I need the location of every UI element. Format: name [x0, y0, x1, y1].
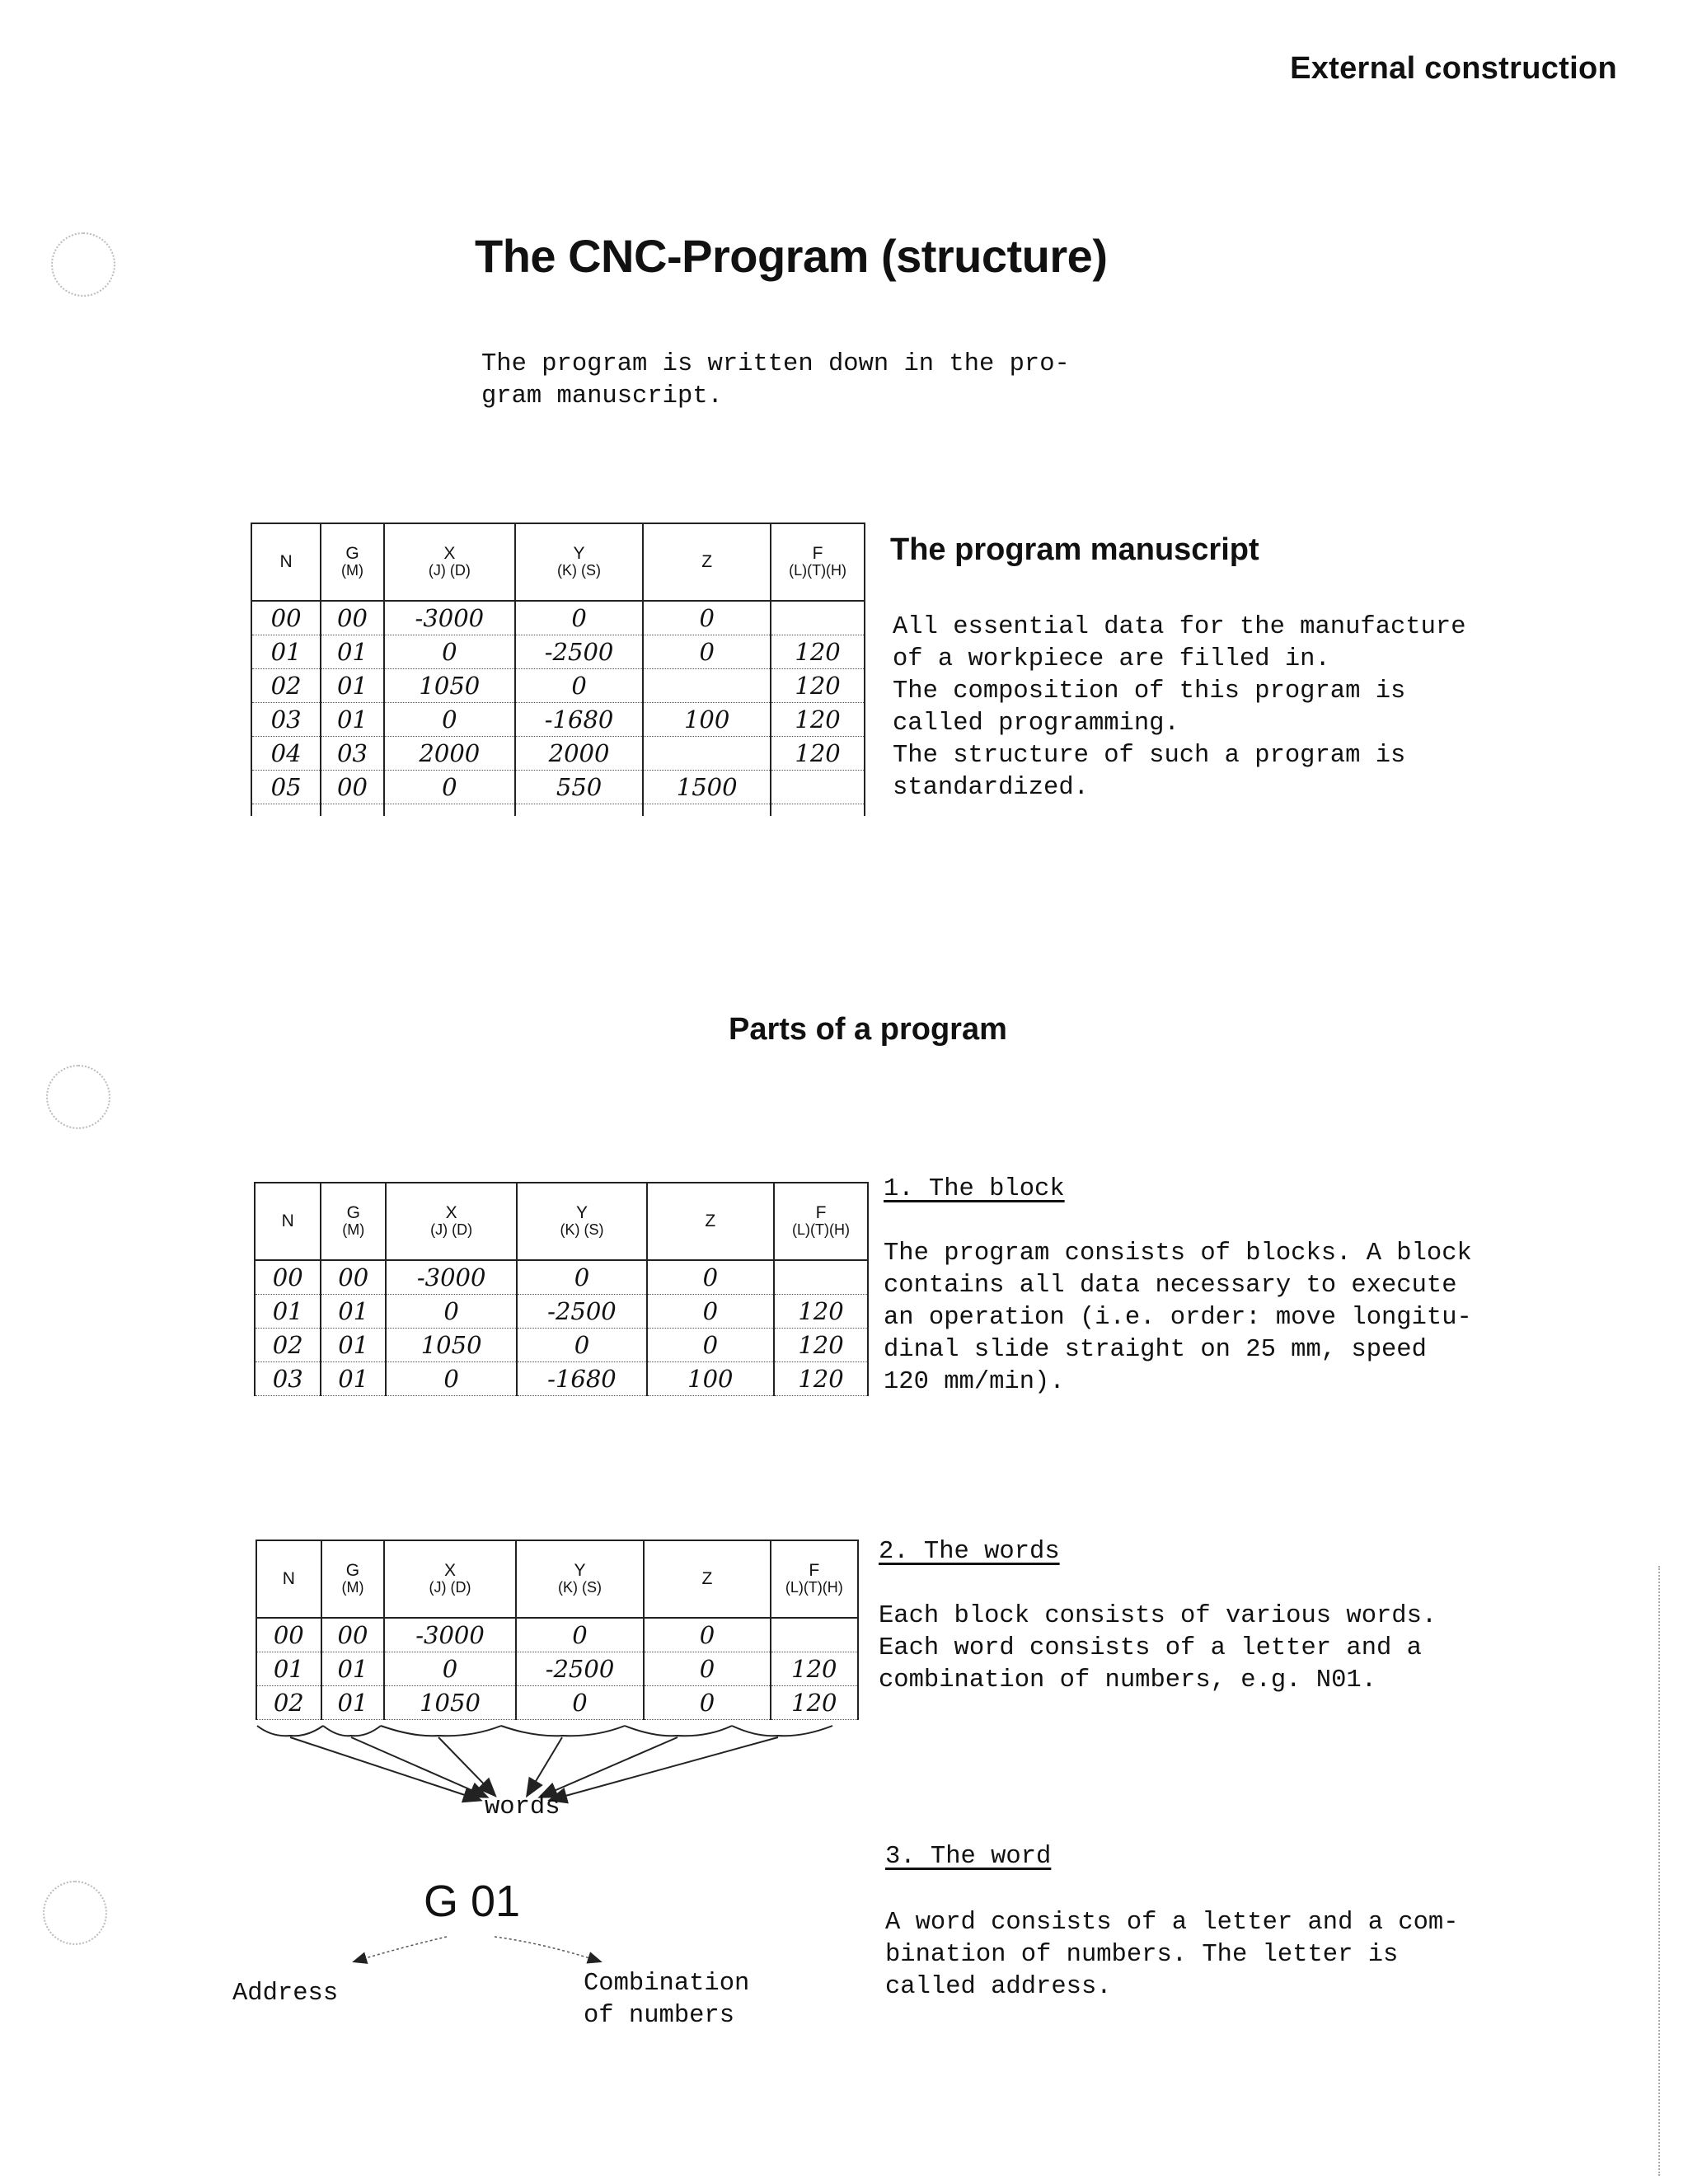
- table-row: [255, 1362, 868, 1396]
- table-cell: 1050: [386, 1329, 517, 1362]
- column-header: [644, 1540, 770, 1618]
- table-row: [255, 1329, 868, 1362]
- table-cell: 01: [321, 1329, 386, 1362]
- table-cell: 00: [256, 1618, 321, 1652]
- table-cell: -2500: [516, 1652, 645, 1686]
- table-cell: 00: [321, 1618, 385, 1652]
- table-cell: 00: [321, 771, 384, 804]
- block-table: [254, 1182, 869, 1396]
- column-sub-letters: (K) (S): [558, 1579, 602, 1596]
- table-row-open: [251, 804, 865, 817]
- table-cell: 01: [321, 1686, 385, 1720]
- table-cell: 01: [251, 635, 321, 669]
- table-cell: 120: [771, 635, 865, 669]
- column-letter: X: [445, 1203, 457, 1222]
- table-cell: [643, 669, 771, 703]
- column-sub-letters: (M): [341, 562, 363, 579]
- table-row: [255, 1295, 868, 1329]
- table-cell: 00: [321, 1260, 386, 1295]
- table-cell: 02: [255, 1329, 321, 1362]
- punch-hole-middle: [46, 1065, 110, 1129]
- table-cell-empty: [643, 804, 771, 817]
- column-letter: G: [345, 1561, 360, 1580]
- word-example-code: G 01: [424, 1877, 521, 1926]
- table-cell: 2000: [384, 737, 515, 771]
- column-letter: X: [443, 544, 456, 563]
- table-cell: 01: [321, 635, 384, 669]
- scan-edge-line: [1658, 1566, 1660, 2176]
- column-letter: Y: [575, 1203, 588, 1222]
- table-cell: 550: [515, 771, 643, 804]
- table-cell: 0: [647, 1295, 774, 1329]
- column-header: [643, 523, 771, 601]
- parts-title: Parts of a program: [729, 1012, 1007, 1047]
- table-cell: 120: [771, 737, 865, 771]
- table-cell: 0: [517, 1260, 646, 1295]
- column-header: [774, 1183, 868, 1260]
- table-row: [251, 601, 865, 635]
- column-letter: F: [812, 544, 823, 563]
- table-row: [251, 703, 865, 737]
- table-cell: 0: [643, 635, 771, 669]
- table-cell: 100: [643, 703, 771, 737]
- table-cell: 0: [384, 771, 515, 804]
- manuscript-body: All essential data for the manufacture of a workpiece are filled in. The composition of this program is called programming. The structure of such a program is standardized.: [893, 613, 1466, 802]
- table-cell: 00: [321, 601, 384, 635]
- words-title: 2. The words: [879, 1538, 1060, 1566]
- table-cell: -3000: [384, 1618, 515, 1652]
- table-cell: -1680: [517, 1362, 646, 1396]
- table-cell-empty: [321, 804, 384, 817]
- table-row: [251, 635, 865, 669]
- column-sub-letters: (L)(T)(H): [789, 562, 847, 579]
- table-cell: 0: [384, 635, 515, 669]
- column-sub-letters: (K) (S): [557, 562, 602, 579]
- column-header: [321, 1183, 386, 1260]
- column-header: [384, 1540, 515, 1618]
- table-cell: 0: [384, 703, 515, 737]
- table-cell: 01: [321, 703, 384, 737]
- block-title: 1. The block: [884, 1175, 1065, 1203]
- table-cell: 01: [321, 1295, 386, 1329]
- column-letter: Z: [701, 1569, 713, 1588]
- table-row: [251, 737, 865, 771]
- table-row: [255, 1260, 868, 1295]
- column-letter: F: [815, 1203, 827, 1222]
- table-cell-empty: [384, 804, 515, 817]
- table-cell: -3000: [384, 601, 515, 635]
- column-sub-letters: (M): [342, 1221, 365, 1238]
- table-cell-empty: [515, 804, 643, 817]
- table-cell: 01: [256, 1652, 321, 1686]
- words-table: [256, 1540, 859, 1720]
- column-letter: Z: [701, 552, 713, 571]
- table-cell: 1500: [643, 771, 771, 804]
- column-header: [516, 1540, 645, 1618]
- column-header: [647, 1183, 774, 1260]
- program-manuscript-table: [251, 523, 865, 816]
- column-header: [515, 523, 643, 601]
- table-cell: 0: [515, 601, 643, 635]
- combination-label: Combination of numbers: [584, 1970, 750, 2030]
- table-cell: 120: [771, 669, 865, 703]
- section-header: External construction: [1290, 51, 1617, 86]
- table-cell: 1050: [384, 1686, 515, 1720]
- table-cell: [771, 1618, 858, 1652]
- column-header: [321, 1540, 385, 1618]
- table-cell: 120: [774, 1295, 868, 1329]
- punch-hole-bottom: [43, 1881, 107, 1945]
- column-sub-letters: (L)(T)(H): [792, 1221, 851, 1238]
- address-label: Address: [232, 1980, 339, 2008]
- table-cell: 0: [386, 1295, 517, 1329]
- intro-text: The program is written down in the pro- gram manuscript.: [481, 350, 1070, 410]
- table-cell: 0: [386, 1362, 517, 1396]
- punch-hole-top: [51, 232, 115, 297]
- column-letter: Y: [574, 1561, 586, 1580]
- table-cell-empty: [771, 804, 865, 817]
- table-cell: 0: [644, 1618, 770, 1652]
- table-cell: [771, 601, 865, 635]
- column-header: [386, 1183, 517, 1260]
- words-label: words: [485, 1793, 560, 1821]
- column-header: [771, 523, 865, 601]
- table-cell: 0: [644, 1686, 770, 1720]
- column-letter: X: [444, 1561, 457, 1580]
- column-header: [321, 523, 384, 601]
- table-cell: -2500: [517, 1295, 646, 1329]
- table-cell: [771, 771, 865, 804]
- table-cell: 0: [644, 1652, 770, 1686]
- table-cell: 1050: [384, 669, 515, 703]
- table-row: [251, 771, 865, 804]
- table-cell: 01: [321, 1362, 386, 1396]
- column-header: [517, 1183, 646, 1260]
- table-cell: [774, 1260, 868, 1295]
- table-cell: 0: [384, 1652, 515, 1686]
- table-cell: 100: [647, 1362, 774, 1396]
- table-row: [256, 1618, 858, 1652]
- table-cell: 00: [251, 601, 321, 635]
- page-title: The CNC-Program (structure): [475, 230, 1108, 282]
- table-cell: 0: [515, 669, 643, 703]
- table-cell: 02: [251, 669, 321, 703]
- table-cell: 120: [774, 1329, 868, 1362]
- word-body: A word consists of a letter and a com- bination of numbers. The letter is called address.: [885, 1909, 1459, 2001]
- table-cell-empty: [251, 804, 321, 817]
- manuscript-title: The program manuscript: [890, 532, 1259, 567]
- table-cell: [643, 737, 771, 771]
- table-cell: 03: [251, 703, 321, 737]
- column-letter: G: [346, 1203, 360, 1222]
- column-letter: N: [279, 552, 293, 571]
- column-sub-letters: (J) (D): [429, 1579, 471, 1596]
- table-cell: 01: [321, 669, 384, 703]
- word-title: 3. The word: [885, 1843, 1052, 1871]
- table-row: [256, 1652, 858, 1686]
- table-cell: 0: [516, 1618, 645, 1652]
- column-header: [255, 1183, 321, 1260]
- table-cell: 00: [255, 1260, 321, 1295]
- column-header: [384, 523, 515, 601]
- table-cell: 01: [321, 1652, 385, 1686]
- table-cell: -2500: [515, 635, 643, 669]
- column-sub-letters: (M): [341, 1579, 364, 1596]
- column-sub-letters: (L)(T)(H): [785, 1579, 843, 1596]
- words-body: Each block consists of various words. Each word consists of a letter and a combination of numbers, e.g. N01.: [879, 1602, 1437, 1694]
- column-letter: Y: [573, 544, 585, 563]
- table-cell: 0: [647, 1329, 774, 1362]
- column-letter: F: [809, 1561, 820, 1580]
- table-cell: 05: [251, 771, 321, 804]
- block-body: The program consists of blocks. A block contains all data necessary to execute an operation (i.e. order: move longitu- dinal slide straight on 25 mm, speed 120 mm/min).: [884, 1240, 1472, 1396]
- column-letter: N: [281, 1212, 294, 1230]
- table-cell: 120: [771, 1686, 858, 1720]
- table-cell: 0: [517, 1329, 646, 1362]
- table-cell: 03: [321, 737, 384, 771]
- table-cell: 0: [647, 1260, 774, 1295]
- table-row: [256, 1686, 858, 1720]
- column-letter: G: [345, 544, 359, 563]
- column-header: [251, 523, 321, 601]
- table-cell: 04: [251, 737, 321, 771]
- table-cell: 0: [516, 1686, 645, 1720]
- table-cell: -1680: [515, 703, 643, 737]
- table-cell: 120: [771, 1652, 858, 1686]
- table-cell: 0: [643, 601, 771, 635]
- column-header: [256, 1540, 321, 1618]
- table-cell: 03: [255, 1362, 321, 1396]
- column-sub-letters: (K) (S): [560, 1221, 604, 1238]
- column-letter: N: [282, 1569, 295, 1588]
- column-header: [771, 1540, 858, 1618]
- words-arrows: [247, 1721, 874, 1828]
- table-cell: 01: [255, 1295, 321, 1329]
- table-cell: 02: [256, 1686, 321, 1720]
- table-cell: 2000: [515, 737, 643, 771]
- column-sub-letters: (J) (D): [430, 1221, 473, 1238]
- column-letter: Z: [705, 1212, 716, 1230]
- table-row: [251, 669, 865, 703]
- table-cell: -3000: [386, 1260, 517, 1295]
- column-sub-letters: (J) (D): [428, 562, 471, 579]
- table-cell: 120: [774, 1362, 868, 1396]
- table-cell: 120: [771, 703, 865, 737]
